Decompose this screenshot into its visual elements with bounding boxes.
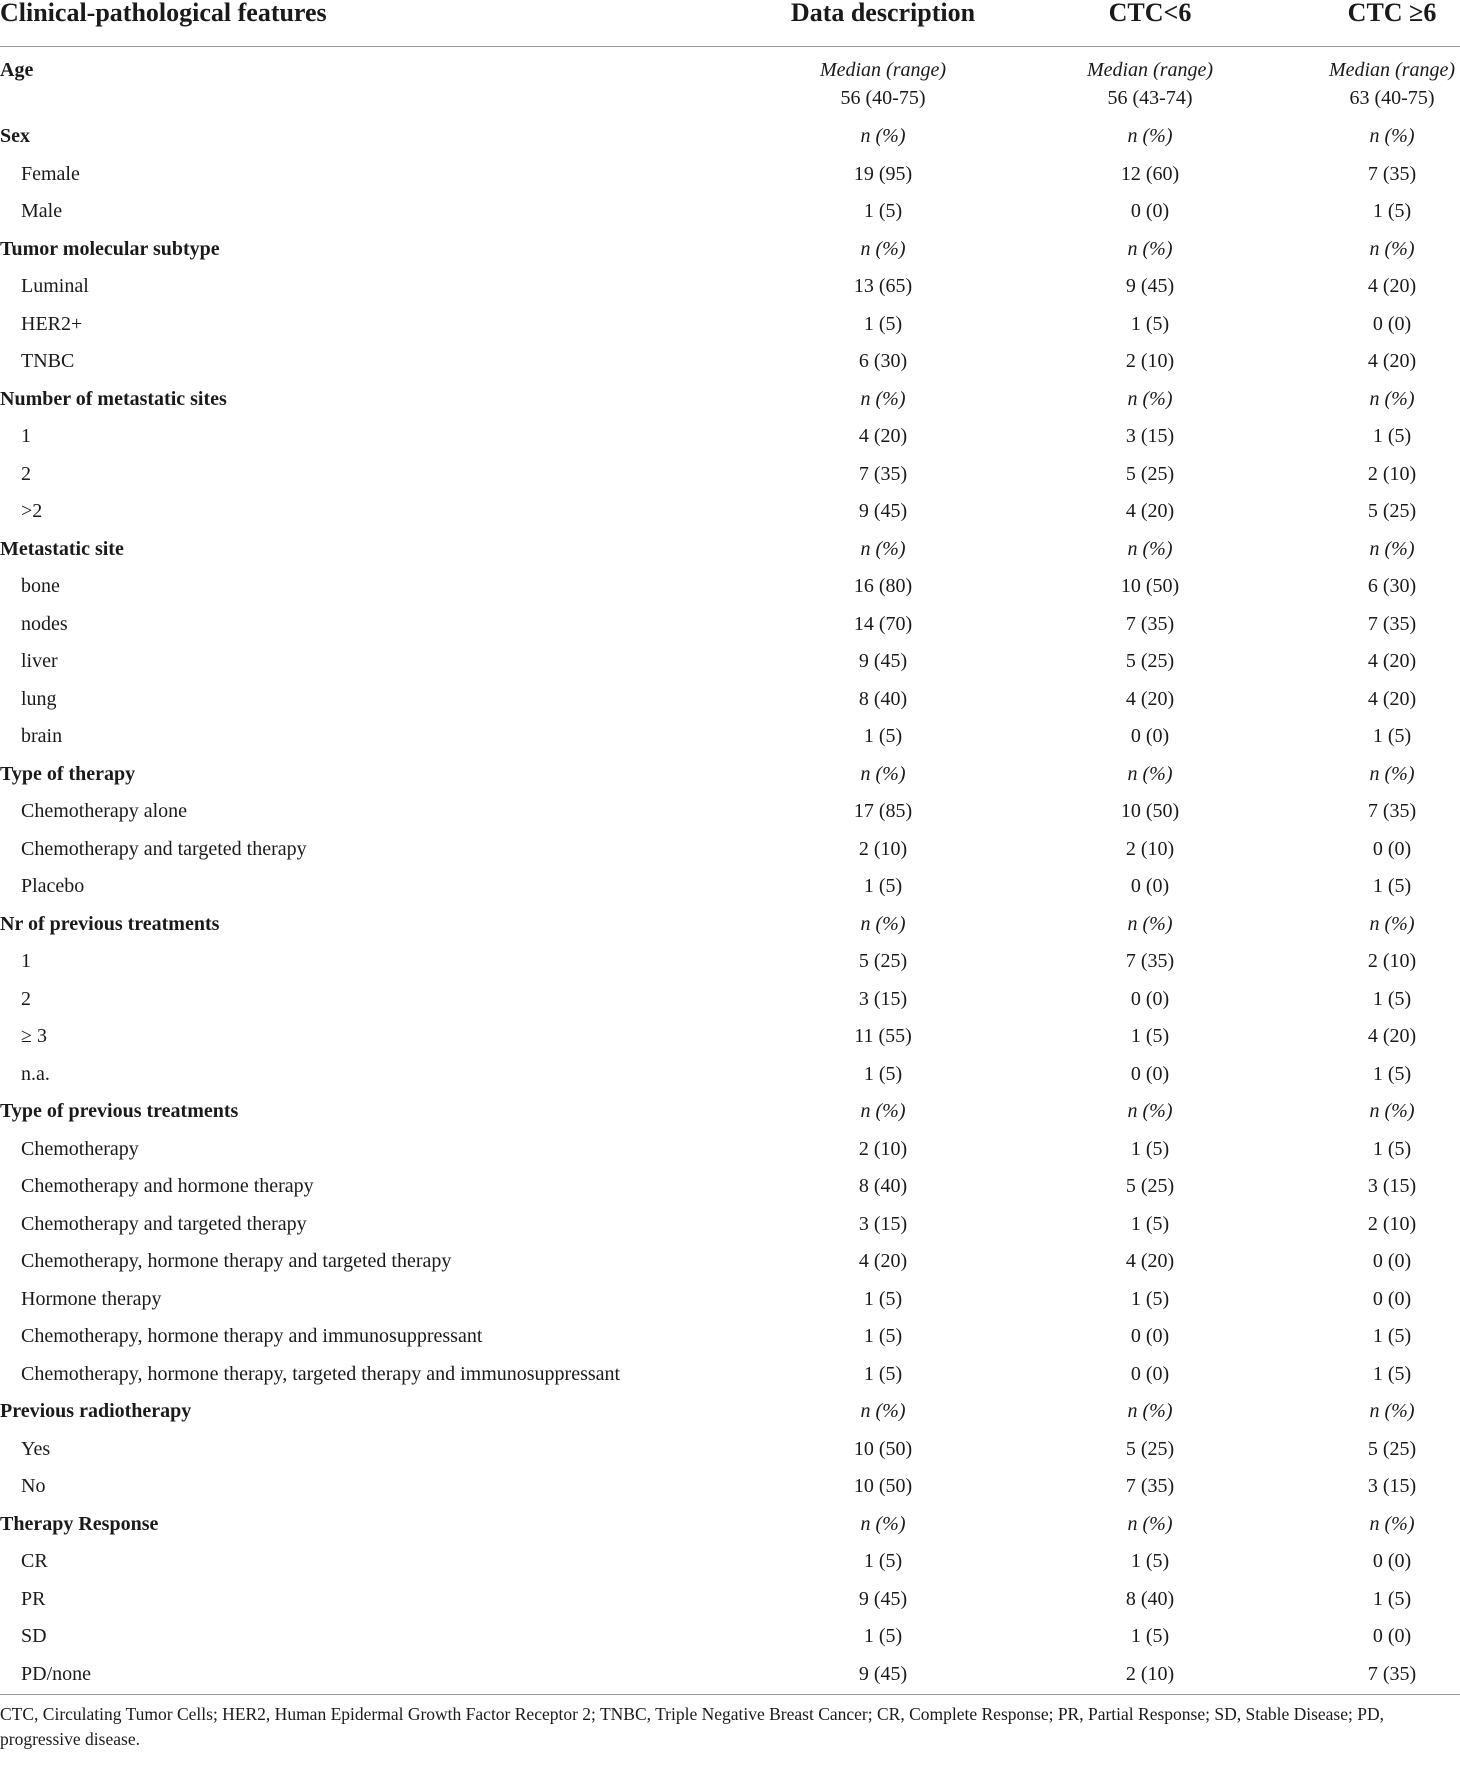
cell-ctc-low: 3 (15) — [1125, 425, 1175, 447]
cell-description: 1 (5) — [863, 1362, 903, 1385]
row-label: 2 — [21, 987, 31, 1010]
row-label: lung — [21, 687, 57, 710]
table-row — [0, 1238, 1460, 1276]
cell-ctc-high: 1 (5) — [1372, 425, 1412, 447]
cell-description: 14 (70) — [853, 612, 913, 635]
cell-ctc-low: 7 (35) — [1125, 950, 1175, 972]
table-row — [0, 676, 1460, 714]
cell-ctc-high: n (%) — [1369, 125, 1415, 147]
row-label: Chemotherapy, hormone therapy and targeted therapy — [21, 1250, 452, 1272]
cell-ctc-high: 4 (20) — [1367, 275, 1417, 297]
cell-ctc-high: 1 (5) — [1372, 200, 1412, 222]
header-feature: Clinical-pathological features — [0, 0, 327, 27]
cell-ctc-low: 0 (0) — [1130, 875, 1170, 897]
age-stat-label: Median (range) — [1086, 59, 1214, 81]
cell-ctc-high: 2 (10) — [1367, 1212, 1417, 1235]
table-group-row — [0, 1088, 1460, 1126]
cell-ctc-low: 1 (5) — [1130, 1550, 1170, 1572]
row-label: Therapy Response — [0, 1512, 159, 1535]
table-row — [0, 1576, 1460, 1614]
table-body — [0, 113, 1460, 1688]
header-ctc-low: CTC<6 — [1108, 0, 1192, 27]
cell-description: 8 (40) — [858, 1175, 908, 1197]
cell-ctc-low: n (%) — [1127, 762, 1173, 785]
cell-ctc-low: 4 (20) — [1125, 687, 1175, 710]
table-bottom-rule — [0, 1694, 1460, 1695]
age-description-value: 56 (40-75) — [840, 87, 926, 109]
row-label: Chemotherapy and hormone therapy — [21, 1175, 314, 1197]
table-row — [0, 1538, 1460, 1576]
row-label: Luminal — [21, 275, 89, 297]
cell-description: 2 (10) — [858, 837, 908, 860]
cell-description: 1 (5) — [863, 1287, 903, 1310]
cell-ctc-high: 2 (10) — [1367, 462, 1417, 485]
table-row — [0, 1463, 1460, 1501]
cell-description: n (%) — [860, 912, 906, 935]
cell-description: 2 (10) — [858, 1137, 908, 1160]
row-label: Chemotherapy and targeted therapy — [21, 1212, 307, 1235]
cell-ctc-low: 5 (25) — [1125, 462, 1175, 485]
table-row — [0, 1201, 1460, 1239]
cell-ctc-low: 0 (0) — [1130, 1062, 1170, 1085]
row-label: Metastatic site — [0, 537, 124, 560]
row-label: Previous radiotherapy — [0, 1400, 192, 1422]
cell-ctc-high: 1 (5) — [1372, 987, 1412, 1010]
cell-ctc-low: n (%) — [1127, 912, 1173, 935]
cell-description: 9 (45) — [858, 1587, 908, 1610]
table-group-row — [0, 113, 1460, 151]
row-label: Female — [21, 162, 80, 185]
cell-ctc-low: 1 (5) — [1130, 312, 1170, 335]
cell-ctc-high: n (%) — [1369, 912, 1415, 935]
row-label: SD — [21, 1625, 47, 1647]
row-label: 1 — [21, 950, 31, 972]
row-label: Type of therapy — [0, 762, 136, 785]
cell-ctc-low: 0 (0) — [1130, 725, 1170, 747]
cell-ctc-low: 0 (0) — [1130, 200, 1170, 222]
row-label: Age — [0, 59, 34, 81]
header-description: Data description — [790, 0, 976, 27]
cell-ctc-high: 0 (0) — [1372, 312, 1412, 335]
table-row — [0, 338, 1460, 376]
cell-description: 4 (20) — [858, 425, 908, 447]
cell-ctc-low: 4 (20) — [1125, 500, 1175, 522]
row-label: PR — [21, 1587, 46, 1610]
row-label: Placebo — [21, 875, 85, 897]
table-row — [0, 301, 1460, 339]
cell-ctc-high: 5 (25) — [1367, 1437, 1417, 1460]
cell-description: n (%) — [860, 237, 906, 260]
cell-ctc-low: 2 (10) — [1125, 1662, 1175, 1685]
row-label: TNBC — [21, 350, 75, 372]
row-label: liver — [21, 650, 58, 672]
row-label: 2 — [21, 462, 31, 485]
table-row — [0, 488, 1460, 526]
cell-description: 1 (5) — [863, 1325, 903, 1347]
table-row — [0, 1051, 1460, 1089]
cell-ctc-high: 3 (15) — [1367, 1175, 1417, 1197]
cell-description — [820, 56, 946, 112]
cell-ctc-high: 4 (20) — [1367, 650, 1417, 672]
cell-ctc-high: 0 (0) — [1372, 837, 1412, 860]
cell-ctc-high: 1 (5) — [1372, 1362, 1412, 1385]
table-row — [0, 563, 1460, 601]
cell-ctc-high: n (%) — [1369, 237, 1415, 260]
row-label: brain — [21, 725, 63, 747]
cell-ctc-high: 0 (0) — [1372, 1625, 1412, 1647]
cell-ctc-high: n (%) — [1369, 762, 1415, 785]
cell-ctc-low: 0 (0) — [1130, 987, 1170, 1010]
age-ctc-low-value: 56 (43-74) — [1107, 87, 1193, 109]
cell-ctc-low: 2 (10) — [1125, 350, 1175, 372]
table-row — [0, 263, 1460, 301]
age-ctc-high-value: 63 (40-75) — [1349, 87, 1435, 109]
row-label: nodes — [21, 612, 68, 635]
cell-ctc-high: 1 (5) — [1372, 725, 1412, 747]
cell-description: 19 (95) — [853, 162, 913, 185]
cell-ctc-high: n (%) — [1369, 1512, 1415, 1535]
cell-ctc-low: 10 (50) — [1120, 800, 1180, 822]
cell-ctc-high: 1 (5) — [1372, 1325, 1412, 1347]
row-label: >2 — [21, 500, 43, 522]
cell-ctc-high: 4 (20) — [1367, 687, 1417, 710]
row-label: Tumor molecular subtype — [0, 237, 220, 260]
cell-ctc-high: 5 (25) — [1367, 500, 1417, 522]
table-footnote: CTC, Circulating Tumor Cells; HER2, Human Epidermal Growth Factor Receptor 2; TNBC, Triple Negative Breast Cancer; CR, Complete Response; PR, Partial Response; SD, Stable Disease; PD, progressive disease. — [0, 1704, 1384, 1749]
cell-ctc-low: 8 (40) — [1125, 1587, 1175, 1610]
cell-description: 17 (85) — [853, 800, 913, 822]
cell-ctc-high: 2 (10) — [1367, 950, 1417, 972]
table-row — [0, 1126, 1460, 1164]
cell-description: n (%) — [860, 1512, 906, 1535]
cell-description: 1 (5) — [863, 725, 903, 747]
cell-ctc-low: 12 (60) — [1120, 162, 1180, 185]
cell-ctc-low: 7 (35) — [1125, 1475, 1175, 1497]
table-row — [0, 1276, 1460, 1314]
cell-ctc-low: 4 (20) — [1125, 1250, 1175, 1272]
row-label: HER2+ — [21, 312, 83, 335]
cell-ctc-low: n (%) — [1127, 1512, 1173, 1535]
cell-ctc-high: 1 (5) — [1372, 1062, 1412, 1085]
cell-description: 1 (5) — [863, 1062, 903, 1085]
table-group-row — [0, 526, 1460, 564]
cell-ctc-low: 1 (5) — [1130, 1137, 1170, 1160]
row-label: n.a. — [21, 1062, 50, 1085]
cell-description: 13 (65) — [853, 275, 913, 297]
cell-description: 3 (15) — [858, 987, 908, 1010]
cell-ctc-high: 1 (5) — [1372, 1137, 1412, 1160]
header-ctc-high: CTC ≥6 — [1347, 0, 1437, 27]
cell-ctc-low: 1 (5) — [1130, 1212, 1170, 1235]
cell-ctc-low: 9 (45) — [1125, 275, 1175, 297]
cell-ctc-high: 4 (20) — [1367, 350, 1417, 372]
table-row — [0, 1426, 1460, 1464]
cell-description: 7 (35) — [858, 462, 908, 485]
cell-ctc-low — [1087, 56, 1213, 112]
cell-ctc-high: 7 (35) — [1367, 162, 1417, 185]
cell-ctc-high: 7 (35) — [1367, 612, 1417, 635]
row-label: Type of previous treatments — [0, 1100, 239, 1122]
cell-ctc-low: 7 (35) — [1125, 612, 1175, 635]
cell-description: n (%) — [860, 125, 906, 147]
table-group-row — [0, 226, 1460, 264]
cell-description: n (%) — [860, 1100, 906, 1122]
cell-ctc-low: n (%) — [1127, 1400, 1173, 1422]
table-row — [0, 1613, 1460, 1651]
cell-ctc-high: n (%) — [1369, 1100, 1415, 1122]
row-label: bone — [21, 575, 60, 597]
cell-description: 9 (45) — [858, 1662, 908, 1685]
cell-ctc-low: 10 (50) — [1120, 575, 1180, 597]
cell-ctc-high: 7 (35) — [1367, 800, 1417, 822]
cell-description: 1 (5) — [863, 1550, 903, 1572]
cell-description: 8 (40) — [858, 687, 908, 710]
row-label: Chemotherapy, hormone therapy and immunosuppressant — [21, 1325, 483, 1347]
cell-description: n (%) — [860, 537, 906, 560]
cell-description: 10 (50) — [853, 1475, 913, 1497]
cell-ctc-low: 1 (5) — [1130, 1287, 1170, 1310]
row-label: Male — [21, 200, 63, 222]
row-label: Chemotherapy — [21, 1137, 139, 1160]
cell-description: n (%) — [860, 387, 906, 410]
table-row — [0, 713, 1460, 751]
age-stat-label: Median (range) — [819, 59, 947, 81]
cell-ctc-high: 4 (20) — [1367, 1025, 1417, 1047]
cell-description: 10 (50) — [853, 1437, 913, 1460]
table-header — [0, 0, 1460, 47]
cell-ctc-low: 5 (25) — [1125, 1175, 1175, 1197]
row-label: Number of metastatic sites — [0, 387, 227, 410]
table-row — [0, 1651, 1460, 1689]
cell-description: 9 (45) — [858, 500, 908, 522]
table-row — [0, 863, 1460, 901]
cell-ctc-high: 6 (30) — [1367, 575, 1417, 597]
cell-description: 4 (20) — [858, 1250, 908, 1272]
cell-ctc-low: n (%) — [1127, 237, 1173, 260]
row-label: ≥ 3 — [21, 1025, 47, 1047]
table-row — [0, 451, 1460, 489]
cell-ctc-low: n (%) — [1127, 125, 1173, 147]
cell-ctc-low: n (%) — [1127, 537, 1173, 560]
cell-description: 1 (5) — [863, 200, 903, 222]
table-group-row — [0, 901, 1460, 939]
cell-ctc-low: 5 (25) — [1125, 650, 1175, 672]
cell-ctc-low: 1 (5) — [1130, 1025, 1170, 1047]
row-label: Sex — [0, 125, 30, 147]
row-label: CR — [21, 1550, 48, 1572]
cell-ctc-high: 1 (5) — [1372, 875, 1412, 897]
cell-ctc-low: 0 (0) — [1130, 1325, 1170, 1347]
row-label: PD/none — [21, 1662, 91, 1685]
row-label: Chemotherapy, hormone therapy, targeted therapy and immunosuppressant — [21, 1362, 621, 1385]
cell-ctc-high: n (%) — [1369, 537, 1415, 560]
cell-ctc-high: 7 (35) — [1367, 1662, 1417, 1685]
table-row-age — [0, 47, 1460, 113]
cell-ctc-high: 1 (5) — [1372, 1587, 1412, 1610]
cell-description: 1 (5) — [863, 312, 903, 335]
row-label: Hormone therapy — [21, 1287, 162, 1310]
table-row — [0, 1013, 1460, 1051]
table-row — [0, 188, 1460, 226]
table-row — [0, 413, 1460, 451]
cell-ctc-high: n (%) — [1369, 1400, 1415, 1422]
cell-ctc-low: 5 (25) — [1125, 1437, 1175, 1460]
cell-description: n (%) — [860, 762, 906, 785]
table-row — [0, 1351, 1460, 1389]
table-row — [0, 826, 1460, 864]
cell-ctc-high: 0 (0) — [1372, 1550, 1412, 1572]
table-group-row — [0, 376, 1460, 414]
table-group-row — [0, 751, 1460, 789]
cell-ctc-low: 0 (0) — [1130, 1362, 1170, 1385]
row-label: 1 — [21, 425, 31, 447]
cell-ctc-high: 0 (0) — [1372, 1287, 1412, 1310]
table-row — [0, 976, 1460, 1014]
cell-description: 11 (55) — [854, 1025, 912, 1047]
row-label: No — [21, 1475, 46, 1497]
table-row — [0, 151, 1460, 189]
row-label: Chemotherapy alone — [21, 800, 188, 822]
table-row — [0, 638, 1460, 676]
table-row — [0, 601, 1460, 639]
table-group-row — [0, 1388, 1460, 1426]
table-row — [0, 938, 1460, 976]
cell-ctc-high: 3 (15) — [1367, 1475, 1417, 1497]
row-label: Yes — [21, 1437, 51, 1460]
cell-description: 5 (25) — [858, 950, 908, 972]
cell-description: 1 (5) — [863, 1625, 903, 1647]
cell-ctc-high — [1329, 56, 1455, 112]
cell-ctc-high: 0 (0) — [1372, 1250, 1412, 1272]
cell-description: 3 (15) — [858, 1212, 908, 1235]
row-label: Nr of previous treatments — [0, 912, 220, 935]
cell-description: 16 (80) — [853, 575, 913, 597]
table-row — [0, 1163, 1460, 1201]
cell-description: 1 (5) — [863, 875, 903, 897]
cell-ctc-low: n (%) — [1127, 1100, 1173, 1122]
table-row — [0, 788, 1460, 826]
row-label: Chemotherapy and targeted therapy — [21, 837, 307, 860]
age-stat-label: Median (range) — [1328, 59, 1456, 81]
cell-ctc-low: n (%) — [1127, 387, 1173, 410]
cell-description: 6 (30) — [858, 350, 908, 372]
table-row — [0, 1313, 1460, 1351]
cell-ctc-low: 2 (10) — [1125, 837, 1175, 860]
cell-ctc-high: n (%) — [1369, 387, 1415, 410]
table-group-row — [0, 1501, 1460, 1539]
cell-description: 9 (45) — [858, 650, 908, 672]
cell-description: n (%) — [860, 1400, 906, 1422]
cell-ctc-low: 1 (5) — [1130, 1625, 1170, 1647]
